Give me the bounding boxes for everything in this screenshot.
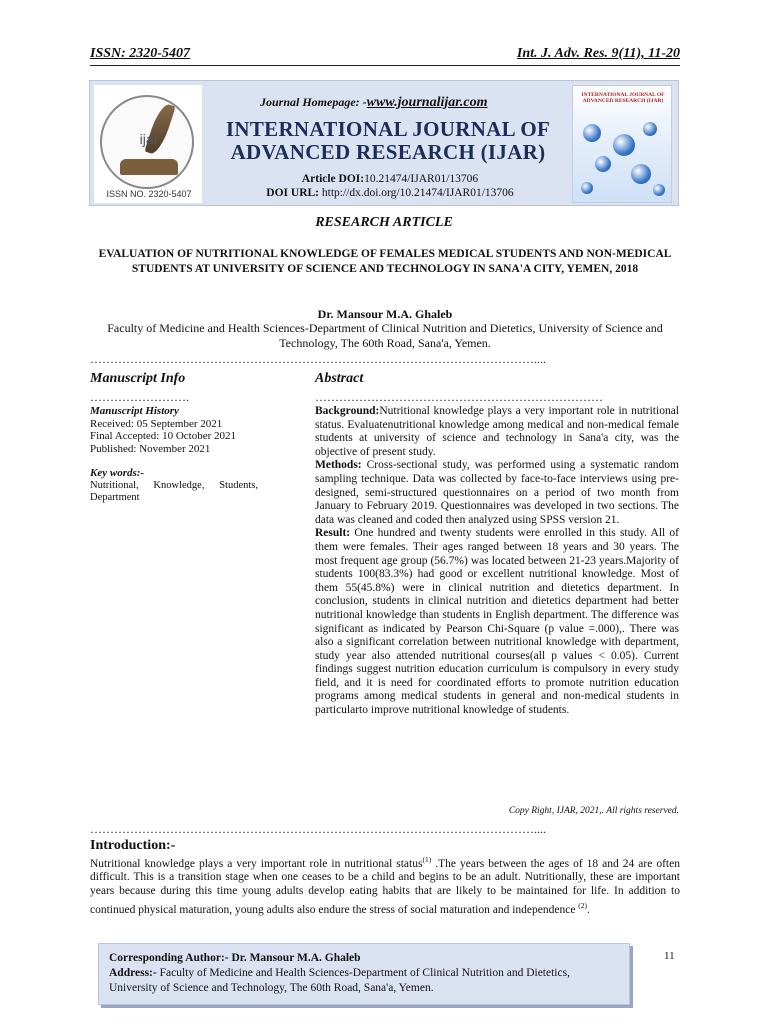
doi-value: 10.21474/IJAR01/13706 (364, 173, 479, 185)
molecule-icon (583, 124, 601, 142)
molecule-icon (631, 164, 651, 184)
author-affiliation: Faculty of Medicine and Health Sciences-Department of Clinical Nutrition and Dietetics, University of Science and Technology, The 60th Road, Sana'a, Yemen. (107, 321, 663, 350)
result-text: One hundred and twenty students were enrolled in this study. All of them were females. Their ages ranged between 18 years and 30 years. The most frequent age group (56.7%) was located between 21-23 years.Majority of students 100(83.3%) had good or excellent nutritional knowledge. Most of them 55(45.8%) were in clinical nutrition and dietetics department. In conclusion, students in clinical nutrition and dietetics department had better nutritional knowledge than students in English department. The difference was significant as indicated by Pearson Chi-Square (p value =.000),. There was also a significant correlation between nutritional knowledge with department, study year also attended nutritional courses(all p values < 0.05). Current findings suggest nutrition education curriculum is compulsory in every study field, and it is need for coordinated efforts to promote nutrition education programs among medical students in general and non-medical students in particularto improve nutritional knowledge of students. (315, 527, 679, 717)
author-name: Dr. Mansour M.A. Ghaleb (317, 307, 453, 321)
accepted-date: Final Accepted: 10 October 2021 (90, 430, 237, 442)
received-date: Received: 05 September 2021 (90, 417, 223, 430)
header-rule (90, 65, 680, 66)
doi-url-link[interactable]: http://dx.doi.org/10.21474/IJAR01/13706 (319, 187, 514, 199)
abstract-dots: ……………………………………………………………… (315, 390, 603, 404)
introduction-heading: Introduction:- (90, 838, 176, 853)
paper-title: EVALUATION OF NUTRITIONAL KNOWLEDGE OF FEMALES MEDICAL STUDENTS AND NON-MEDICAL STUDENTS AT UNIVERSITY OF SCIENCE AND TECHNOLOGY IN SANA'A CITY, YEMEN, 2018 (98, 248, 672, 275)
abstract-body (315, 405, 679, 718)
molecule-icon (595, 156, 611, 172)
published-date: Published: November 2021 (90, 442, 211, 455)
abstract-heading: Abstract (315, 371, 364, 386)
doi-label: Article DOI: (301, 173, 365, 185)
homepage-label: Journal Homepage: - (260, 95, 367, 109)
article-type: RESEARCH ARTICLE (315, 215, 453, 230)
address-text: Faculty of Medicine and Health Sciences-Department of Clinical Nutrition and Dietetics, University of Science and Technology, The 60th Road, Sana'a, Yemen. (109, 967, 570, 994)
molecule-icon (643, 122, 657, 136)
molecule-icon (653, 184, 665, 196)
manuscript-info (90, 405, 258, 505)
quill-icon (144, 102, 175, 156)
logo-issn: ISSN NO. 2320-5407 (106, 189, 192, 199)
intro-sentence-2: .The years between the ages of 18 and 24 are often difficult. This is a transition stage when one ceases to be a child and begins to be an adult. Nutritionally, these are important years because during this time young adults develop eating habits that are likely to be maintained for life. In addition to continued physical maturation, young adults also endure the stress of social maturation and independence (90, 857, 680, 916)
cover-title: INTERNATIONAL JOURNAL OF ADVANCED RESEARCH (IJAR) (581, 92, 665, 104)
journal-homepage (260, 95, 560, 111)
issn-label: ISSN: 2320-5407 (90, 46, 190, 61)
journal-cover-image (572, 85, 672, 203)
intro-sentence-1: Nutritional knowledge plays a very important role in nutritional status (90, 857, 423, 870)
journal-logo (94, 85, 202, 203)
reference-1: (1) (422, 855, 432, 864)
copyright-notice: Copy Right, IJAR, 2021,. All rights reserved. (508, 806, 679, 816)
background-text: Nutritional knowledge plays a very important role in nutritional status. Evaluatenutritional knowledge among medical and non-medical female students at university of science and technology in Sana'a city, was the objective of present study. (315, 405, 679, 458)
result-label: Result: (315, 527, 351, 540)
page-number: 11 (664, 950, 675, 962)
background-label: Background: (315, 405, 380, 417)
corresponding-author-box (98, 943, 630, 1005)
homepage-link[interactable]: www.journalijar.com (366, 95, 488, 110)
running-header (90, 46, 680, 64)
citation-label: Int. J. Adv. Res. 9(11), 11-20 (516, 46, 680, 61)
keywords-label: Key words:- (90, 467, 145, 479)
keywords-line1: Nutritional, Knowledge, Students, (90, 479, 258, 491)
molecule-icon (613, 134, 635, 156)
manuscript-info-dots: ……………………. (90, 390, 189, 404)
separator-dots: ………………………………………………………………………………………………….... (90, 352, 546, 366)
logo-seal (100, 95, 194, 189)
doi-url-label: DOI URL: (266, 187, 320, 199)
journal-title-line1: INTERNATIONAL JOURNAL OF (225, 117, 551, 141)
molecule-icon (581, 182, 593, 194)
book-icon (120, 159, 178, 175)
separator-dots-2: ………………………………………………………………………………………………….... (90, 822, 546, 836)
journal-title-line2: ADVANCED RESEARCH (IJAR) (230, 140, 546, 164)
journal-title (218, 118, 558, 164)
methods-text: Cross-sectional study, was performed using a systematic random sampling technique. Data was collected by face-to-face interviews using pre-designed, semi-structured questionnaires on a period of two month from January to February 2019. Questionnaires was developed in two sections. The data was cleaned and coded then analyzed using SPSS version 21. (315, 459, 679, 526)
logo-word: ijar (139, 131, 159, 147)
journal-banner (89, 80, 679, 206)
methods-label: Methods: (315, 459, 362, 472)
doi-block (230, 172, 550, 200)
corresponding-author-label: Corresponding Author:- Dr. Mansour M.A. Ghaleb (109, 952, 361, 964)
keywords-line2: Department (90, 492, 140, 503)
reference-2: (2) (578, 900, 588, 910)
corresponding-address (109, 966, 619, 996)
manuscript-info-heading: Manuscript Info (90, 371, 186, 386)
address-label: Address:- (109, 967, 157, 979)
introduction-text (90, 853, 680, 917)
manuscript-history-label: Manuscript History (90, 405, 179, 417)
intro-sentence-3: . (587, 903, 590, 916)
